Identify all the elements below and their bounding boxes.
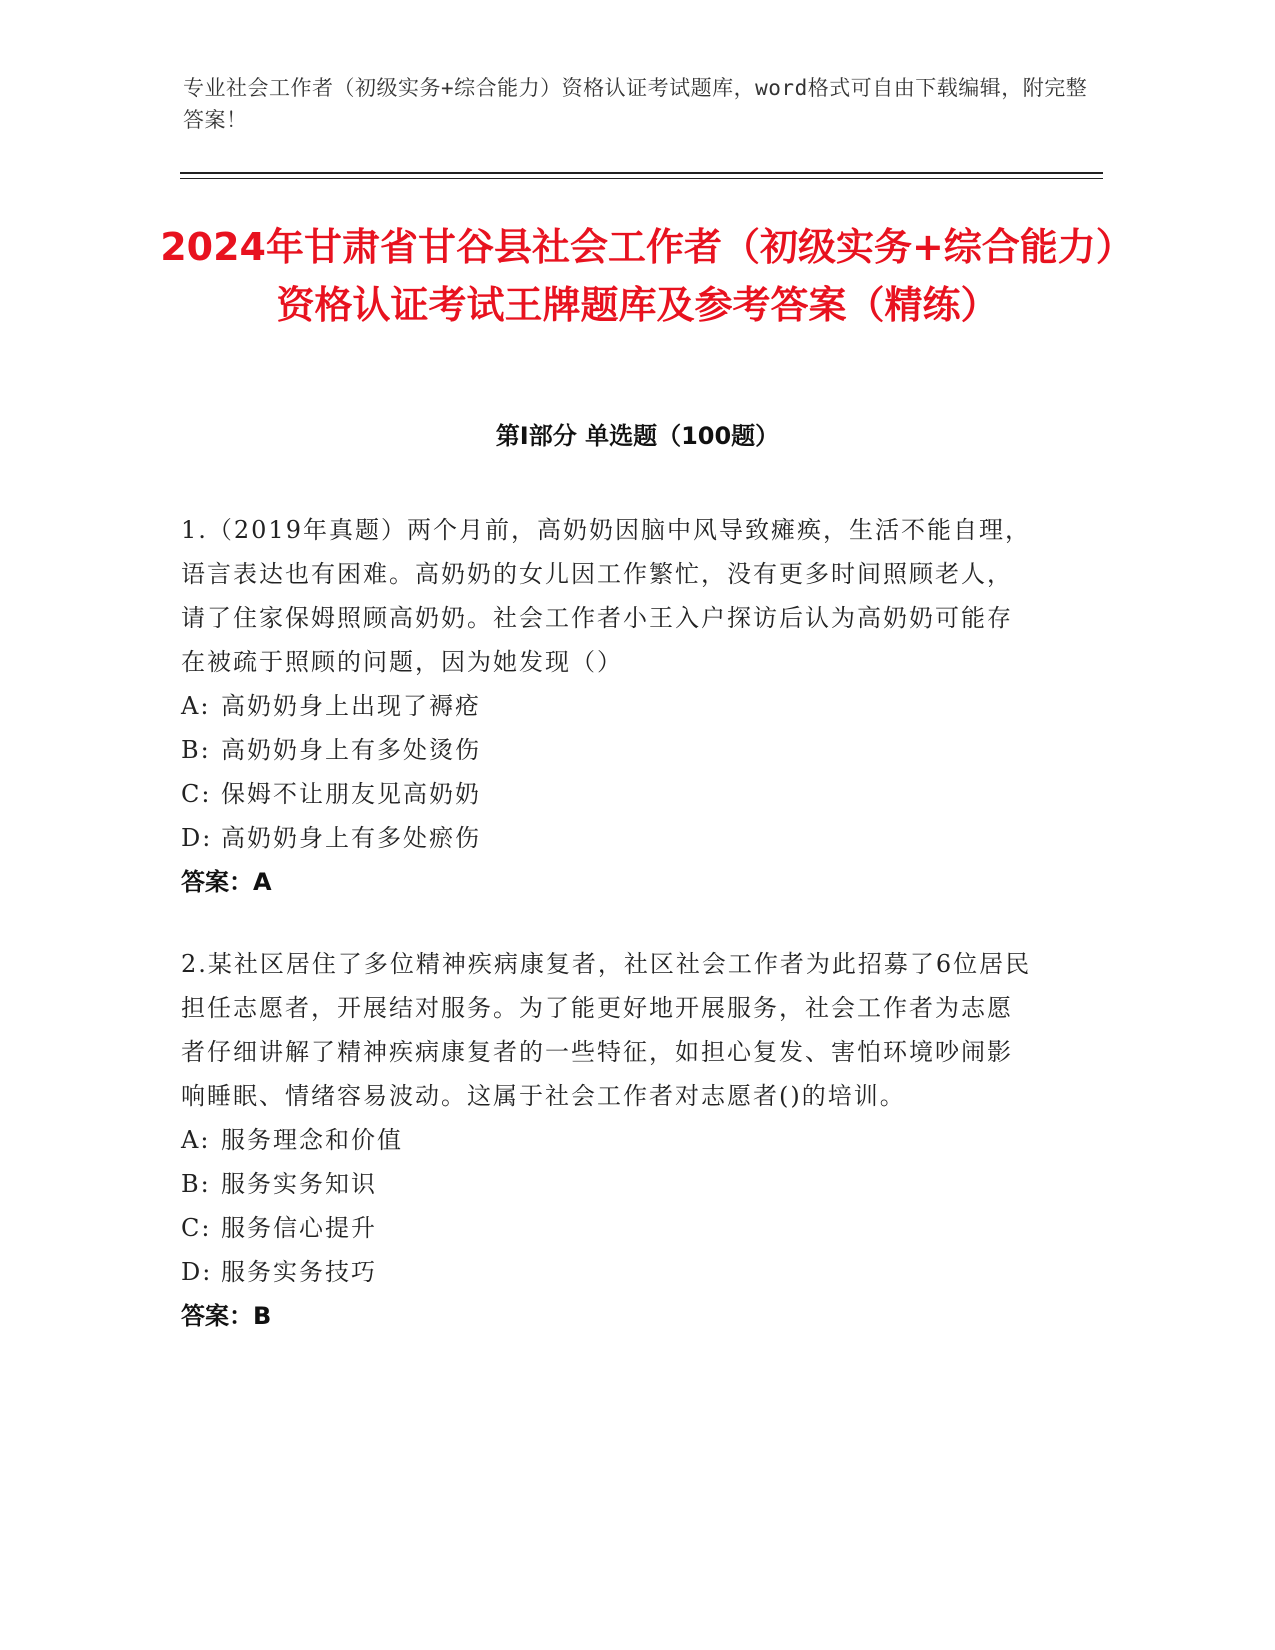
option-key: B: [181, 1170, 211, 1198]
option-d [181, 1250, 1036, 1294]
question-stem: 1.（2019年真题）两个月前，高奶奶因脑中风导致瘫痪，生活不能自理，语言表达也有困难。高奶奶的女儿因工作繁忙，没有更多时间照顾老人，请了住家保姆照顾高奶奶。社会工作者小王入户探访后认为高奶奶可能存在被疏于照顾的问题，因为她发现（） [181, 516, 1031, 676]
option-text: 高奶奶身上有多处烫伤 [221, 736, 481, 764]
option-a [181, 684, 1036, 728]
option-key: B: [181, 736, 211, 764]
option-text: 服务实务技巧 [221, 1258, 377, 1286]
header-divider-thin [180, 178, 1103, 179]
option-text: 高奶奶身上有多处瘀伤 [221, 824, 481, 852]
question-1 [181, 508, 1036, 904]
option-d [181, 816, 1036, 860]
header-note: 专业社会工作者（初级实务+综合能力）资格认证考试题库，word格式可自由下载编辑，附完整答案！ [183, 76, 1088, 132]
option-key: C: [181, 1214, 212, 1242]
option-text: 服务实务知识 [221, 1170, 377, 1198]
option-key: C: [181, 780, 212, 808]
option-text: 服务信心提升 [221, 1214, 377, 1242]
option-key: D: [181, 824, 213, 852]
option-b [181, 1162, 1036, 1206]
option-text: 服务理念和价值 [221, 1126, 403, 1154]
answer-line: 答案：A [181, 868, 272, 896]
header-divider-thick [180, 172, 1103, 174]
option-a [181, 1118, 1036, 1162]
question-2 [181, 942, 1036, 1338]
option-c [181, 1206, 1036, 1250]
question-stem: 2.某社区居住了多位精神疾病康复者，社区社会工作者为此招募了6位居民担任志愿者，开展结对服务。为了能更好地开展服务，社会工作者为志愿者仔细讲解了精神疾病康复者的一些特征，如担心复发、害怕环境吵闹影响睡眠、情绪容易波动。这属于社会工作者对志愿者()的培训。 [181, 950, 1032, 1110]
option-key: A: [181, 1126, 211, 1154]
option-text: 高奶奶身上出现了褥疮 [221, 692, 481, 720]
option-c [181, 772, 1036, 816]
document-title: 2024年甘肃省甘谷县社会工作者（初级实务+综合能力）资格认证考试王牌题库及参考答案（精练） [160, 225, 1115, 327]
option-b [181, 728, 1036, 772]
option-text: 保姆不让朋友见高奶奶 [221, 780, 481, 808]
section-title: 第I部分 单选题（100题） [495, 422, 780, 450]
answer-line: 答案：B [181, 1302, 272, 1330]
option-key: D: [181, 1258, 213, 1286]
option-key: A: [181, 692, 211, 720]
